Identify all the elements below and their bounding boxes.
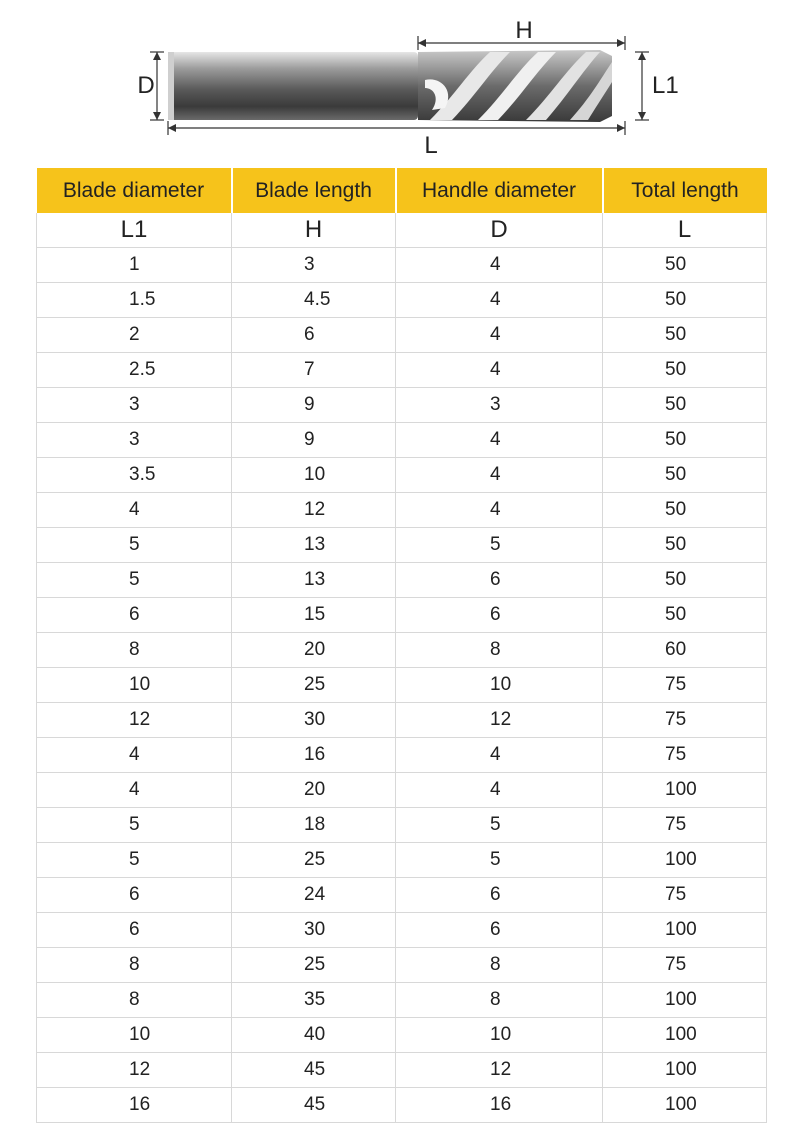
- cell-blade-length: 6: [232, 318, 396, 353]
- table-row: [37, 913, 767, 948]
- cell-blade-diameter: 8: [37, 633, 232, 668]
- cell-blade-length: 9: [232, 423, 396, 458]
- spec-table-body: [37, 213, 767, 1123]
- cell-blade-length: 7: [232, 353, 396, 388]
- cell-total-length: 50: [603, 528, 767, 563]
- cell-blade-length: 24: [232, 878, 396, 913]
- cell-total-length: 50: [603, 598, 767, 633]
- cell-blade-diameter: 12: [37, 1053, 232, 1088]
- cell-handle-diameter: 8: [396, 948, 603, 983]
- cell-handle-diameter: 10: [396, 668, 603, 703]
- header-blade-diameter: Blade diameter: [37, 168, 232, 213]
- cell-blade-length: 30: [232, 703, 396, 738]
- cell-handle-diameter: 5: [396, 843, 603, 878]
- cell-total-length: 75: [603, 703, 767, 738]
- cell-blade-diameter: 1.5: [37, 283, 232, 318]
- cell-blade-length: 25: [232, 843, 396, 878]
- table-row: [37, 843, 767, 878]
- dim-label-h: H: [515, 17, 533, 44]
- dimension-d: [137, 52, 164, 120]
- cell-total-length: 100: [603, 773, 767, 808]
- cell-blade-length: 15: [232, 598, 396, 633]
- cell-handle-diameter: 8: [396, 983, 603, 1018]
- cell-blade-length: 13: [232, 528, 396, 563]
- table-row: [37, 633, 767, 668]
- table-row: [37, 528, 767, 563]
- cell-blade-length: 30: [232, 913, 396, 948]
- cell-blade-diameter: 3: [37, 388, 232, 423]
- table-row: [37, 283, 767, 318]
- spec-table: [36, 168, 767, 1123]
- cell-blade-length: 35: [232, 983, 396, 1018]
- cell-handle-diameter: 12: [396, 1053, 603, 1088]
- end-mill-drawing: [0, 0, 800, 165]
- cell-blade-length: 45: [232, 1088, 396, 1123]
- cell-handle-diameter: 5: [396, 808, 603, 843]
- cell-total-length: 50: [603, 248, 767, 283]
- cell-total-length: 100: [603, 1088, 767, 1123]
- cell-blade-diameter: 5: [37, 808, 232, 843]
- table-row: [37, 1018, 767, 1053]
- shank: [168, 52, 418, 120]
- cell-handle-diameter: 4: [396, 738, 603, 773]
- cell-handle-diameter: 4: [396, 353, 603, 388]
- cell-blade-diameter: 4: [37, 738, 232, 773]
- cell-blade-diameter: 2.5: [37, 353, 232, 388]
- table-row: [37, 1088, 767, 1123]
- cell-blade-length: 25: [232, 668, 396, 703]
- cell-total-length: 50: [603, 353, 767, 388]
- table-row: [37, 983, 767, 1018]
- cell-total-length: 100: [603, 983, 767, 1018]
- cell-blade-diameter: 3: [37, 423, 232, 458]
- dimension-l1: [635, 52, 679, 120]
- cell-blade-diameter: 6: [37, 878, 232, 913]
- cell-blade-length: 18: [232, 808, 396, 843]
- spec-table-header: [37, 168, 767, 213]
- cell-blade-length: 40: [232, 1018, 396, 1053]
- table-row: [37, 248, 767, 283]
- cell-blade-diameter: 8: [37, 983, 232, 1018]
- cell-handle-diameter: 16: [396, 1088, 603, 1123]
- cell-total-length: 75: [603, 738, 767, 773]
- cell-blade-diameter: 10: [37, 1018, 232, 1053]
- cell-total-length: 50: [603, 563, 767, 598]
- cell-handle-diameter: 4: [396, 318, 603, 353]
- cell-total-length: 75: [603, 668, 767, 703]
- cell-total-length: 60: [603, 633, 767, 668]
- table-row: [37, 738, 767, 773]
- cell-handle-diameter: 6: [396, 598, 603, 633]
- dim-label-l: L: [424, 132, 438, 159]
- cell-blade-length: 13: [232, 563, 396, 598]
- header-handle-diameter: Handle diameter: [396, 168, 603, 213]
- cell-handle-diameter: 5: [396, 528, 603, 563]
- symbol-row: [37, 213, 767, 248]
- table-row: [37, 598, 767, 633]
- header-blade-length: Blade length: [232, 168, 396, 213]
- cell-handle-diameter: 10: [396, 1018, 603, 1053]
- cell-total-length: 50: [603, 423, 767, 458]
- cell-blade-diameter: 4: [37, 493, 232, 528]
- table-row: [37, 493, 767, 528]
- table-row: [37, 423, 767, 458]
- cell-handle-diameter: 4: [396, 773, 603, 808]
- dimension-h: [418, 17, 625, 50]
- cell-handle-diameter: 6: [396, 913, 603, 948]
- cell-handle-diameter: 4: [396, 248, 603, 283]
- table-row: [37, 388, 767, 423]
- cell-blade-length: 16: [232, 738, 396, 773]
- cell-total-length: 50: [603, 458, 767, 493]
- table-row: [37, 353, 767, 388]
- cell-blade-diameter: 5: [37, 843, 232, 878]
- table-row: [37, 668, 767, 703]
- cell-total-length: 50: [603, 318, 767, 353]
- table-row: [37, 458, 767, 493]
- cell-handle-diameter: 8: [396, 633, 603, 668]
- dim-label-d: D: [137, 72, 155, 99]
- cell-total-length: 100: [603, 843, 767, 878]
- cell-blade-diameter: 6: [37, 598, 232, 633]
- table-row: [37, 948, 767, 983]
- table-row: [37, 1053, 767, 1088]
- cell-total-length: 50: [603, 388, 767, 423]
- cell-handle-diameter: 4: [396, 283, 603, 318]
- cell-total-length: 100: [603, 913, 767, 948]
- cell-blade-diameter: 4: [37, 773, 232, 808]
- cutting-flutes: [418, 50, 612, 122]
- cell-blade-diameter: 3.5: [37, 458, 232, 493]
- cell-blade-diameter: 5: [37, 528, 232, 563]
- cell-handle-diameter: 4: [396, 493, 603, 528]
- end-mill-diagram: [0, 0, 800, 165]
- cell-blade-length: 3: [232, 248, 396, 283]
- cell-blade-length: 9: [232, 388, 396, 423]
- cell-total-length: 100: [603, 1053, 767, 1088]
- cell-blade-length: 20: [232, 773, 396, 808]
- cell-blade-diameter: 8: [37, 948, 232, 983]
- cell-blade-diameter: 2: [37, 318, 232, 353]
- cell-blade-length: 20: [232, 633, 396, 668]
- dimension-l: [168, 121, 625, 159]
- cell-blade-diameter: 1: [37, 248, 232, 283]
- table-row: [37, 703, 767, 738]
- cell-blade-length: 10: [232, 458, 396, 493]
- cell-blade-length: 25: [232, 948, 396, 983]
- cell-handle-diameter: 4: [396, 423, 603, 458]
- table-row: [37, 878, 767, 913]
- symbol-d: D: [396, 213, 603, 248]
- cell-handle-diameter: 12: [396, 703, 603, 738]
- cell-blade-diameter: 12: [37, 703, 232, 738]
- cell-total-length: 50: [603, 493, 767, 528]
- symbol-l: L: [603, 213, 767, 248]
- cell-blade-diameter: 5: [37, 563, 232, 598]
- table-row: [37, 808, 767, 843]
- header-row: [37, 168, 767, 213]
- cell-total-length: 100: [603, 1018, 767, 1053]
- cell-total-length: 75: [603, 948, 767, 983]
- cell-blade-length: 12: [232, 493, 396, 528]
- header-total-length: Total length: [603, 168, 767, 213]
- symbol-h: H: [232, 213, 396, 248]
- cell-blade-diameter: 16: [37, 1088, 232, 1123]
- cell-handle-diameter: 4: [396, 458, 603, 493]
- table-row: [37, 563, 767, 598]
- cell-total-length: 75: [603, 808, 767, 843]
- cell-total-length: 75: [603, 878, 767, 913]
- cell-total-length: 50: [603, 283, 767, 318]
- cell-handle-diameter: 6: [396, 563, 603, 598]
- table-row: [37, 318, 767, 353]
- cell-handle-diameter: 3: [396, 388, 603, 423]
- cell-blade-diameter: 6: [37, 913, 232, 948]
- cell-blade-length: 4.5: [232, 283, 396, 318]
- cell-blade-length: 45: [232, 1053, 396, 1088]
- dim-label-l1: L1: [652, 72, 679, 99]
- cell-handle-diameter: 6: [396, 878, 603, 913]
- cell-blade-diameter: 10: [37, 668, 232, 703]
- symbol-l1: L1: [37, 213, 232, 248]
- table-row: [37, 773, 767, 808]
